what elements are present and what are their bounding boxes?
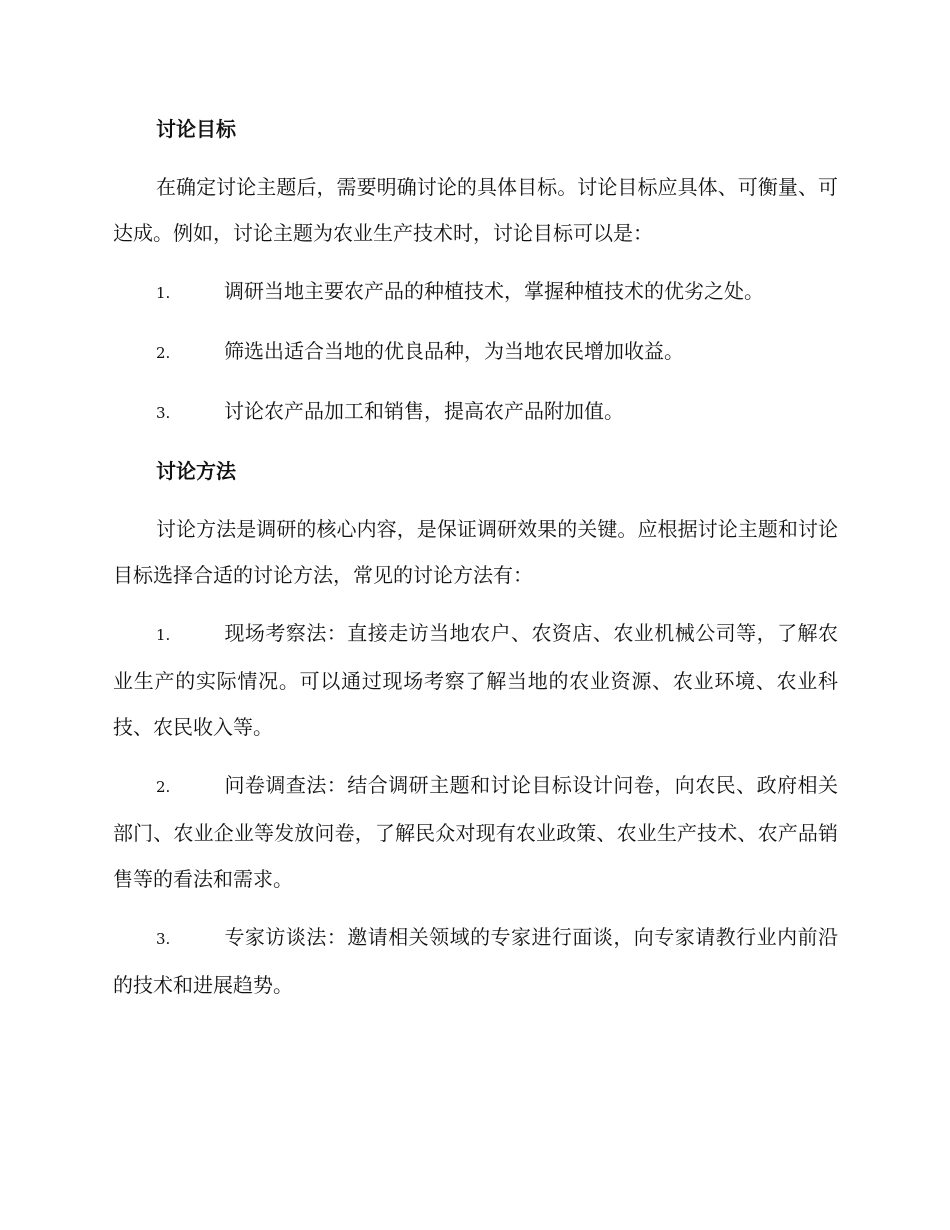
list-item-number: 3. [156, 930, 171, 948]
list-item-text: 筛选出适合当地的优良品种，为当地农民增加收益。 [224, 339, 684, 363]
list-item-text: 现场考察法：直接走访当地农户、农资店、农业机械公司等，了解农业生产的实际情况。可以通过现场考察了解当地的农业资源、农业环境、农业科技、农民收入等。 [113, 621, 838, 739]
list-item [113, 328, 838, 376]
list-item-text: 问卷调查法：结合调研主题和讨论目标设计问卷，向农民、政府相关部门、农业企业等发放问卷，了解民众对现有农业政策、农业生产技术、农产品销售等的看法和需求。 [113, 773, 838, 891]
list-item-number: 3. [156, 404, 171, 422]
list-item-text: 讨论农产品加工和销售，提高农产品附加值。 [224, 399, 624, 423]
list-item-text: 调研当地主要农产品的种植技术，掌握种植技术的优劣之处。 [224, 279, 764, 303]
list-item-number: 2. [156, 344, 171, 362]
list-item [113, 914, 838, 1008]
section-heading-methods: 讨论方法 [156, 459, 236, 483]
list-item [113, 268, 838, 316]
list-item [113, 610, 838, 750]
list-item [113, 762, 838, 902]
section-paragraph-methods: 讨论方法是调研的核心内容，是保证调研效果的关键。应根据讨论主题和讨论目标选择合适的讨论方法，常见的讨论方法有： [113, 517, 838, 587]
list-item-number: 1. [156, 626, 171, 644]
section-heading-goals: 讨论目标 [156, 117, 236, 141]
list-item-number: 2. [156, 778, 171, 796]
section-paragraph-goals: 在确定讨论主题后，需要明确讨论的具体目标。讨论目标应具体、可衡量、可达成。例如，讨论主题为农业生产技术时，讨论目标可以是： [113, 175, 838, 245]
list-item-text: 专家访谈法：邀请相关领域的专家进行面谈，向专家请教行业内前沿的技术和进展趋势。 [113, 925, 838, 997]
list-item-number: 1. [156, 284, 171, 302]
document-body [113, 106, 838, 1020]
list-item [113, 388, 838, 436]
